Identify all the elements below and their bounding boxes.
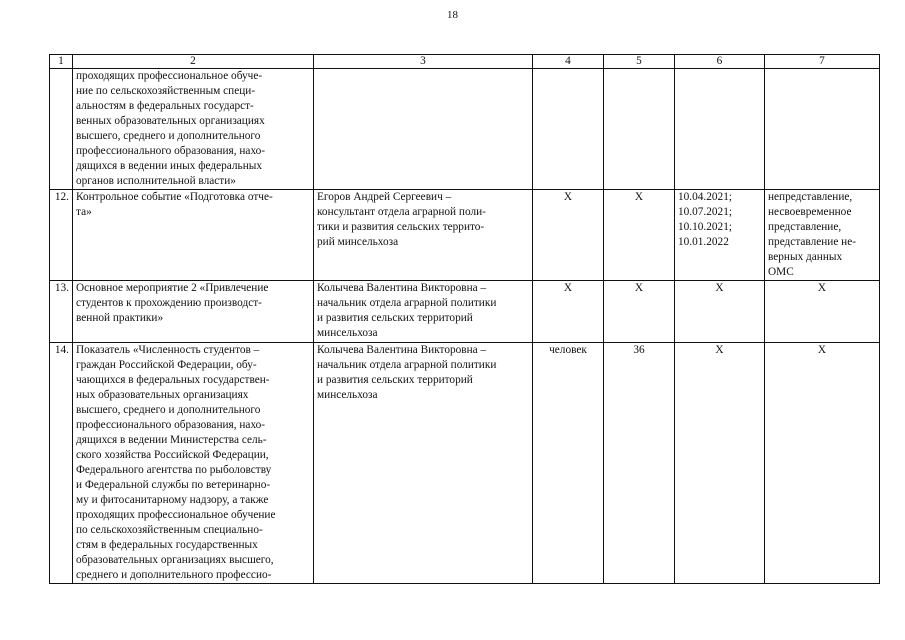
- responsible-person: Егоров Андрей Сергеевич – консультант отдела аграрной поли- тики и развития сельских террито- рий минсельхоза: [314, 190, 533, 281]
- date-cell: [675, 69, 765, 190]
- responsible-person: Колычева Валентина Викторовна – начальник отдела аграрной политики и развития сельских территорий минсельхоза: [314, 281, 533, 343]
- risk-cell: непредставление, несвоевременное представление, представление не- верных данных ОМС: [765, 190, 880, 281]
- unit-cell: Х: [533, 190, 604, 281]
- unit-cell: Х: [533, 281, 604, 343]
- header-cell: 7: [765, 55, 880, 69]
- page-number: 18: [447, 9, 458, 21]
- risk-cell: [765, 69, 880, 190]
- event-description: Основное мероприятие 2 «Привлечение студентов к прохождению производст- венной практики»: [73, 281, 314, 343]
- event-description: Контрольное событие «Подготовка отче- та»: [73, 190, 314, 281]
- date-cell: Х: [675, 281, 765, 343]
- unit-cell: человек: [533, 343, 604, 584]
- header-cell: 2: [73, 55, 314, 69]
- row-number: 12.: [50, 190, 73, 281]
- plan-table: [49, 54, 880, 584]
- event-description: Показатель «Численность студентов – граждан Российской Федерации, обу- чающихся в федеральных государствен- ных образовательных организациях высшего, среднего и дополнительного профессионального образования, нахо- дящихся в ведении Министерства сель- ского хозяйства Российской Федерации, Федерального агентства по рыболовству и Федеральной службы по ветеринарно- му и фитосанитарному надзору, а также проходящих профессиональное обучение по сельскохозяйственным специально- стям в федеральных государственных образовательных организациях высшего, среднего и дополнительного професcио-: [73, 343, 314, 584]
- header-cell: 5: [604, 55, 675, 69]
- risk-cell: Х: [765, 343, 880, 584]
- responsible-person: Колычева Валентина Викторовна – начальник отдела аграрной политики и развития сельских территорий минсельхоза: [314, 343, 533, 584]
- table-row: [50, 343, 880, 584]
- value-cell: 36: [604, 343, 675, 584]
- responsible-person: [314, 69, 533, 190]
- date-cell: Х: [675, 343, 765, 584]
- table-row: [50, 281, 880, 343]
- table-row: [50, 190, 880, 281]
- value-cell: [604, 69, 675, 190]
- row-number: 13.: [50, 281, 73, 343]
- header-cell: 4: [533, 55, 604, 69]
- row-number: 14.: [50, 343, 73, 584]
- value-cell: Х: [604, 281, 675, 343]
- header-cell: 3: [314, 55, 533, 69]
- header-cell: 1: [50, 55, 73, 69]
- risk-cell: Х: [765, 281, 880, 343]
- header-cell: 6: [675, 55, 765, 69]
- table-row: [50, 69, 880, 190]
- event-description: проходящих профессиональное обуче- ние по сельскохозяйственным специ- альностям в федеральных государст- венных образовательных организациях высшего, среднего и дополнительного профессионального образования, нахо- дящихся в ведении иных федеральных органов исполнительной власти»: [73, 69, 314, 190]
- date-cell: 10.04.2021; 10.07.2021; 10.10.2021; 10.01.2022: [675, 190, 765, 281]
- value-cell: Х: [604, 190, 675, 281]
- unit-cell: [533, 69, 604, 190]
- table-header-row: [50, 55, 880, 69]
- row-number: [50, 69, 73, 190]
